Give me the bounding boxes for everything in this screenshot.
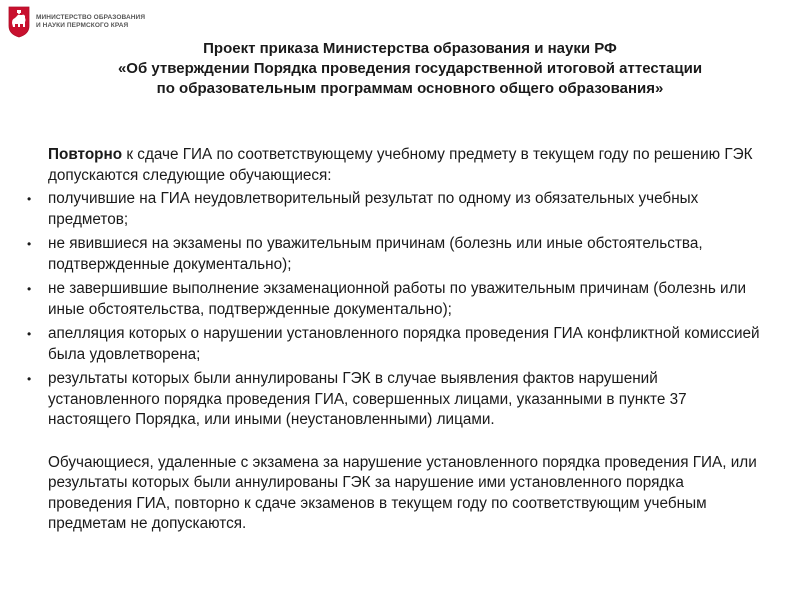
list-item [26,324,766,365]
bullet-icon: • [27,282,32,296]
main-content [26,145,766,535]
intro-bold-word: Повторно [48,146,123,163]
title-line-1: Проект приказа Министерства образования и науки РФ [203,40,617,57]
ministry-name [36,14,145,30]
list-item [26,279,766,320]
intro-text: к сдаче ГИА по соответствующему учебному предмету в текущем году по решению ГЭК допускаются следующие обучающиеся: [48,146,753,184]
list-item [26,189,766,230]
list-item-text: получившие на ГИА неудовлетворительный результат по одному из обязательных учебных предметов; [48,190,699,228]
ministry-logo [8,6,145,38]
bullet-icon: • [27,327,32,341]
list-item [26,234,766,275]
list-item [26,369,766,431]
eligible-students-list [26,189,766,431]
list-item-text: не завершившие выполнение экзаменационной работы по уважительным причинам (болезнь или иные обстоятельства, подтвержденные документально); [48,280,747,318]
final-paragraph: Обучающиеся, удаленные с экзамена за нарушение установленного порядка проведения ГИА, или результаты которых были аннулированы ГЭК за нарушение ими установленного порядка проведения ГИА, повторно к сдаче экзаменов в текущем году по соответствующим учебным предметам не допускаются. [48,453,757,532]
intro-paragraph [26,145,766,186]
list-item-text: результаты которых были аннулированы ГЭК в случае выявления фактов нарушений установленного порядка проведения ГИА, совершенных лицами, указанными в пункте 37 настоящего Порядка, или иными (неустановленными) лицами. [48,370,687,428]
bullet-icon: • [27,192,32,206]
bullet-icon: • [27,237,32,251]
title-line-2: «Об утверждении Порядка проведения государственной итоговой аттестации [117,60,703,77]
list-item-text: апелляция которых о нарушении установленного порядка проведения ГИА конфликтной комиссией была удовлетворена; [48,325,760,363]
title-line-3: по образовательным программам основного общего образования» [156,80,664,97]
ministry-name-line1: МИНИСТЕРСТВО ОБРАЗОВАНИЯ [36,14,146,21]
page-title [60,39,760,99]
perm-krai-bear-emblem-icon [8,6,30,38]
list-item-text: не явившиеся на экзамены по уважительным причинам (болезнь или иные обстоятельства, подтвержденные документально); [48,235,703,273]
bullet-icon: • [27,372,32,386]
ministry-name-line2: И НАУКИ ПЕРМСКОГО КРАЯ [36,22,129,29]
